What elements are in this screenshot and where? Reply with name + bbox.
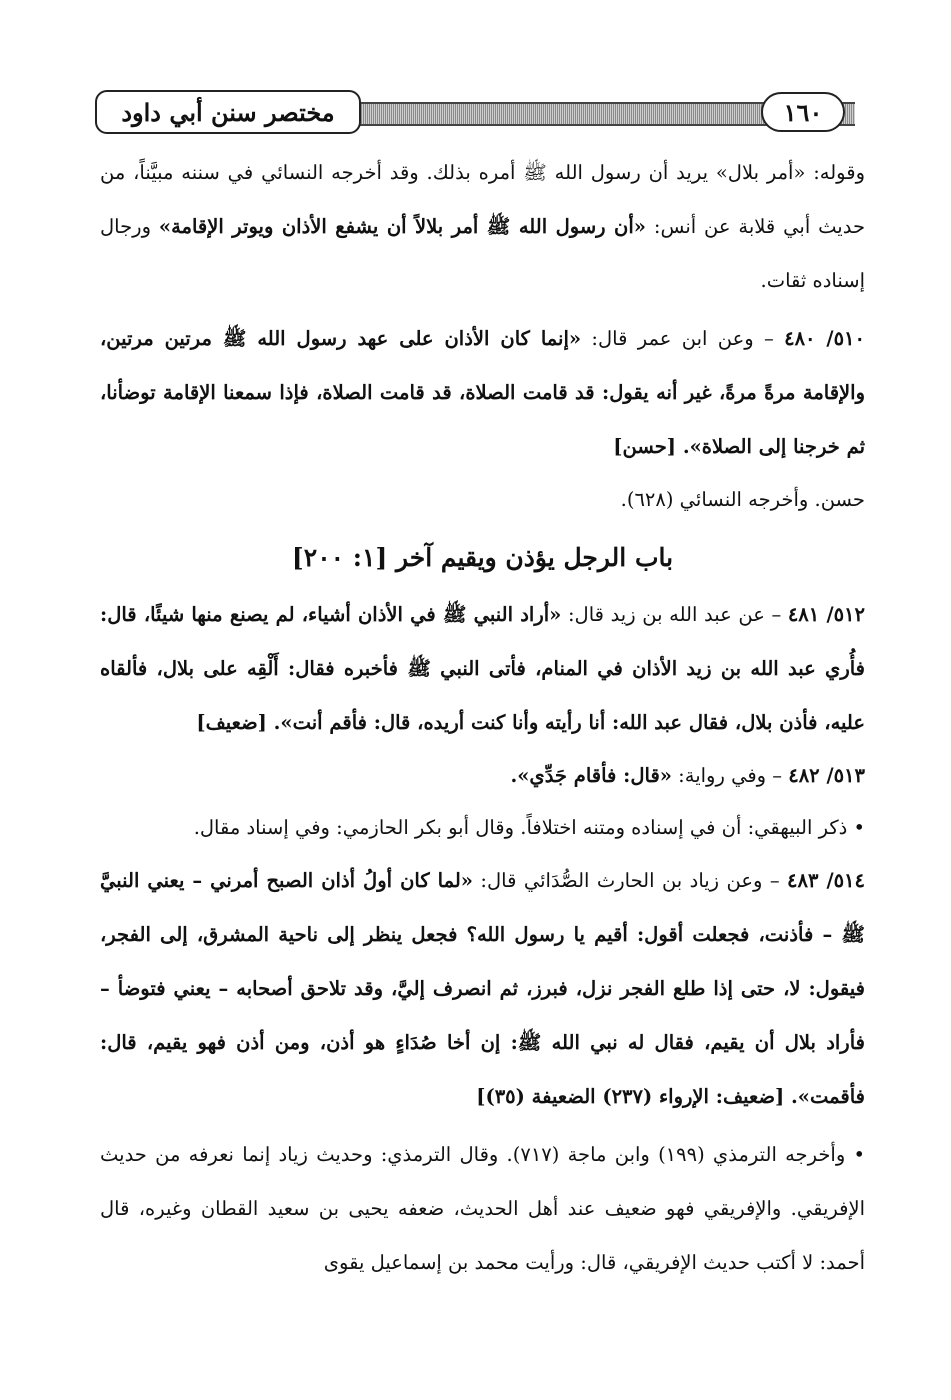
commentary-text-end: ورجال إسناده ثقات. (100, 215, 865, 292)
hadith-chain: – وعن ابن عمر قال: (581, 327, 785, 350)
page-body (100, 146, 865, 1290)
hadith-number: ٥١٣/ ٤٨٢ (788, 764, 865, 787)
page-number: ١٦٠ (761, 92, 845, 132)
book-title: مختصر سنن أبي داود (95, 90, 361, 134)
tirmidhi-note: • وأخرجه الترمذي (١٩٩) وابن ماجة (٧١٧). وقال الترمذي: وحديث زياد إنما نعرفه من حديث الإفريقي. والإفريقي فهو ضعيف عند أهل الحديث، ضعفه يحيى بن سعيد القطان وغيره، قال أحمد: لا أكتب حديث الإفريقي، قال: ورأيت محمد بن إسماعيل يقوى (100, 1143, 865, 1274)
commentary-paragraph (100, 146, 865, 308)
hadith-number: ٥١٢/ ٤٨١ (787, 603, 865, 626)
hadith-chain: – وفي رواية: (671, 764, 789, 787)
hadith-text: «إنما كان الأذان على عهد رسول الله ﷺ مرتين مرتين، والإقامة مرةً مرةً، غير أنه يقول: قد قامت الصلاة، قد قامت الصلاة، فإذا سمعنا الإقامة توضأنا، ثم خرجنا إلى الصلاة». [حسن] (100, 327, 865, 458)
hadith-chain: – عن عبد الله بن زيد قال: (561, 603, 788, 626)
bayhaqi-note: • ذكر البيهقي: أن في إسناده ومتنه اختلافاً. وقال أبو بكر الحازمي: وفي إسناد مقال. (193, 816, 865, 839)
hadith-number: ٥١٠/ ٤٨٠ (784, 327, 865, 350)
hadith-512 (100, 588, 865, 750)
hadith-513 (100, 750, 865, 802)
grading-note: حسن. وأخرجه النسائي (٦٢٨). (620, 488, 865, 511)
hadith-510 (100, 312, 865, 474)
hadith-text: «أراد النبي ﷺ في الأذان أشياء، لم يصنع منها شيئًا، قال: فأُري عبد الله بن زيد الأذان في المنام، فأتى النبي ﷺ فأخبره فقال: أَلْقِه على بلال، فألقاه عليه، فأذن بلال، فقال عبد الله: أنا رأيته وأنا كنت أريده، قال: فأقم أنت». [ضعيف] (100, 603, 865, 734)
hadith-chain: – وعن زياد بن الحارث الصُّدَائي قال: (472, 869, 788, 892)
hadith-514 (100, 854, 865, 1124)
hadith-text: «قال: فأقام جَدِّي». (510, 764, 672, 787)
hadith-quote: «أن رسول الله ﷺ أمر بلالاً أن يشفع الأذان ويوتر الإقامة» (158, 215, 646, 238)
chapter-title: باب الرجل يؤذن ويقيم آخر [١: ٢٠٠] (291, 543, 674, 572)
page-header (95, 88, 855, 140)
hadith-number: ٥١٤/ ٤٨٣ (787, 869, 865, 892)
hadith-text: «لما كان أولُ أذان الصبح أمرني – يعني النبيَّ ﷺ – فأذنت، فجعلت أقول: أقيم يا رسول الله؟ فجعل ينظر إلى ناحية المشرق، إلى الفجر، فيقول: لا، حتى إذا طلع الفجر نزل، فبرز، ثم انصرف إليَّ، وقد تلاحق أصحابه – يعني فتوضأ – فأراد بلال أن يقيم، فقال له نبي الله ﷺ: إن أخا صُدَاءٍ هو أذن، ومن أذن فهو يقيم، قال: فأقمت». [ضعيف: الإرواء (٢٣٧) الضعيفة (٣٥)] (100, 869, 865, 1108)
commentary-text: وقوله: «أمر بلال» يريد أن رسول الله ﷺ أمره بذلك. وقد أخرجه النسائي في سننه مبيَّناً، من حديث أبي قلابة عن أنس: (100, 161, 865, 238)
